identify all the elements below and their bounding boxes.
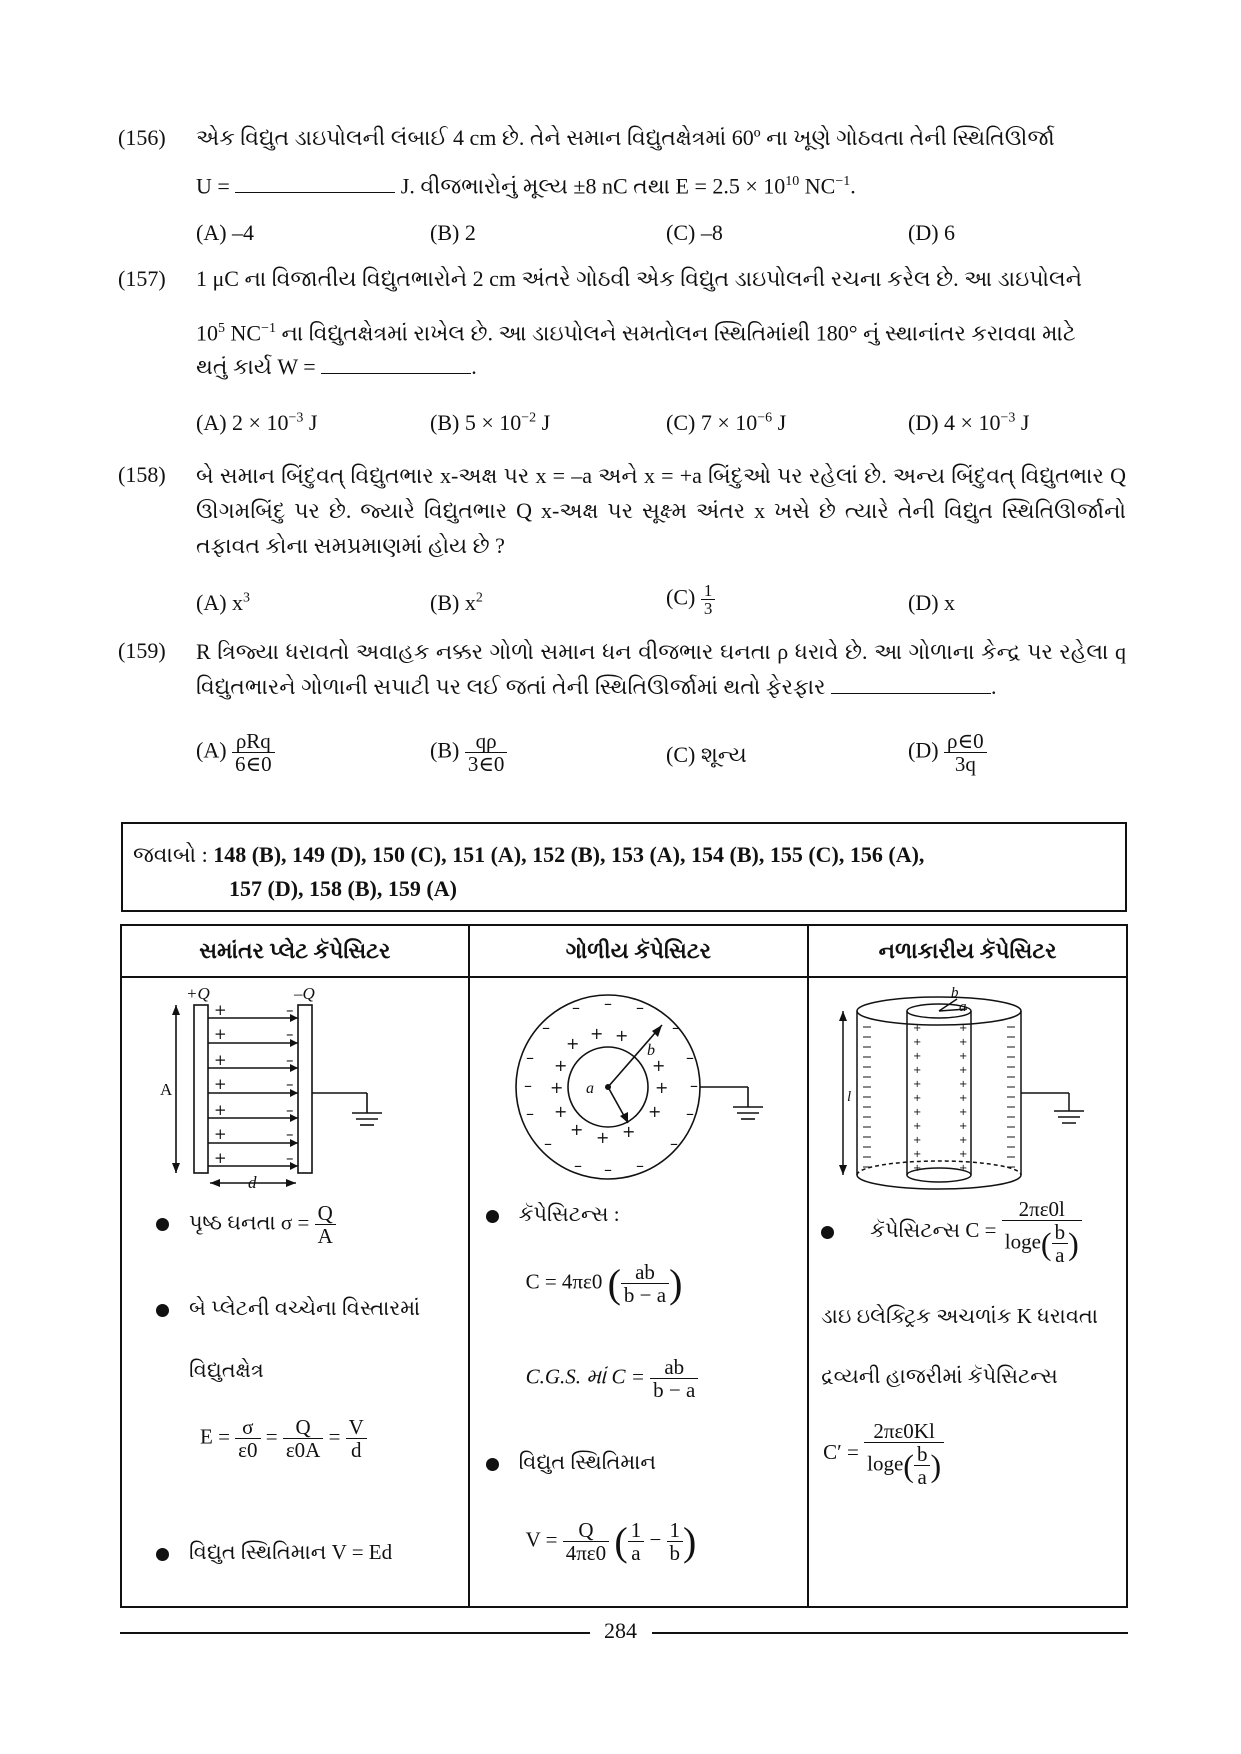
dielectric-text-1: ડાઇ ઇલેક્ટ્રિક અચળાંક K ધરાવતા: [821, 1304, 1098, 1328]
bullet-icon: [156, 1304, 169, 1317]
option-c: (C) $\frac{1}{3}$: [666, 582, 715, 617]
col-head-parallel-plate: સમાંતર પ્લેટ કૅપેસિટર: [199, 938, 391, 963]
svg-text:+: +: [595, 1128, 609, 1147]
svg-text:+: +: [549, 1078, 563, 1097]
svg-text:l: l: [847, 1089, 852, 1105]
option-d: (D) $\frac{\rho\in 0}{3q}$: [908, 730, 987, 775]
cylindrical-diagram: [839, 983, 1109, 1198]
svg-text:+: +: [647, 1102, 661, 1121]
question-157: [0, 262, 1241, 392]
page-number: 284: [604, 1618, 637, 1643]
svg-text:+: +: [913, 1135, 922, 1146]
svg-text:+: +: [651, 1056, 665, 1075]
svg-text:+: +: [214, 1075, 227, 1093]
cylindrical-cell: [809, 978, 1126, 1606]
dielectric-text-2: દ્રવ્યની હાજરીમાં કૅપેસિટન્સ: [821, 1364, 1058, 1388]
svg-text:+: +: [553, 1102, 567, 1121]
svg-text:+: +: [913, 1093, 922, 1104]
question-line-1: 1 μC ના વિજાતીય વિદ્યુતભારોને 2 cm અંતરે ગોઠવી એક વિદ્યુત ડાઇપોલની રચના કરેલ છે. આ ડાઇપોલને: [196, 266, 1083, 291]
option-a: (A) $x^3$: [196, 590, 251, 615]
option-a: (A) $2 \times 10^{-3}$ J: [196, 410, 318, 435]
svg-text:+: +: [565, 1034, 579, 1053]
svg-text:+: +: [913, 1163, 922, 1174]
question-number: (158): [118, 462, 166, 487]
svg-text:+Q: +Q: [186, 984, 210, 1003]
svg-text:–Q: –Q: [294, 984, 315, 1003]
question-text: બે સમાન બિંદુવત્ વિદ્યુતભાર x-અક્ષ પર x = –a અને x = +a બિંદુઓ પર રહેલાં છે. અન્ય બિંદુવત્ વિદ્યુતભાર Q ઊગમબિંદુ પર છે. જ્યારે વિદ્યુતભાર Q x-અક્ષ પર સૂક્ષ્મ અંતર x ખસે છે ત્યારે તેની વિદ્યુત સ્થિતિઊર્જાનો તફાવત કોના સમપ્રમાણમાં હોય છે ?: [196, 463, 1126, 558]
answer-label: જવાબો :: [133, 842, 208, 867]
potential-formula: V = $\frac{Q}{4\pi\varepsilon 0}$ ( $\frac{1}{a}$ − $\frac{1}{b}$ ): [525, 1518, 697, 1565]
option-b: (B) $\frac{q\rho}{3\in 0}$: [430, 730, 507, 775]
svg-text:a: a: [959, 999, 967, 1015]
svg-text:–: –: [525, 1048, 534, 1067]
question-number: (156): [118, 125, 166, 150]
svg-text:+: +: [214, 1149, 227, 1167]
svg-text:+: +: [959, 1107, 968, 1118]
svg-text:+: +: [913, 1107, 922, 1118]
svg-text:+: +: [913, 1037, 922, 1048]
svg-text:–: –: [689, 1076, 698, 1095]
svg-text:+: +: [913, 1121, 922, 1132]
svg-text:–: –: [541, 1018, 550, 1037]
svg-text:–: –: [286, 1101, 294, 1119]
potential-formula: વિદ્યુત સ્થિતિમાન V = Ed: [156, 1540, 392, 1565]
svg-text:+: +: [614, 1026, 628, 1045]
options-159: [196, 730, 1096, 786]
svg-text:–: –: [286, 1149, 294, 1167]
question-line-1: એક વિદ્યુત ડાઇપોલની લંબાઈ 4 cm છે. તેને સમાન વિદ્યુતક્ષેત્રમાં 60º ના ખૂણે ગોઠવતા તેની સ્થિતિઊર્જા: [196, 125, 1055, 150]
svg-text:a: a: [585, 1080, 594, 1097]
svg-text:A: A: [160, 1080, 173, 1099]
svg-text:+: +: [654, 1078, 668, 1097]
question-text: R ત્રિજ્યા ધરાવતો અવાહક નક્કર ગોળો સમાન ધન વીજભાર ઘનતા ρ ધરાવે છે. આ ગોળાના કેન્દ્ર પર રહેલા q વિદ્યુતભારને ગોળાની સપાટી પર લઈ જતાં તેની સ્થિતિઊર્જામાં થતો ફેરફાર .: [196, 639, 1126, 699]
svg-text:+: +: [553, 1056, 567, 1075]
answer-line-1: 148 (B), 149 (D), 150 (C), 151 (A), 152 (B), 153 (A), 154 (B), 155 (C), 156 (A),: [213, 842, 925, 867]
question-line-2: U = J. વીજભારોનું મૂલ્ય ±8 nC તથા $E = 2.5 \times 10^{10}$ $NC^{-1}$.: [196, 173, 856, 199]
svg-text:+: +: [959, 1051, 968, 1062]
capacitance-formula: કૅપેસિટન્સ C = 2πε0l loge( $\frac{b}{a}$ ): [821, 1198, 1082, 1266]
svg-text:–: –: [573, 1156, 582, 1175]
question-line-3: થતું કાર્ય W = .: [196, 354, 477, 379]
bullet-icon: [486, 1210, 499, 1223]
capacitance-formula: C = 4πε0 ( $\frac{ab}{b - a}$ ): [525, 1260, 683, 1307]
svg-text:b: b: [951, 985, 959, 1001]
svg-text:+: +: [959, 1065, 968, 1076]
question-158: [0, 458, 1241, 568]
svg-text:–: –: [286, 1125, 294, 1143]
svg-text:+: +: [913, 1079, 922, 1090]
option-c: (C) –8: [666, 220, 723, 245]
svg-text:+: +: [913, 1149, 922, 1160]
option-b: (B) 2: [430, 220, 476, 245]
svg-text:+: +: [913, 1051, 922, 1062]
svg-text:+: +: [959, 1023, 968, 1034]
svg-text:+: +: [589, 1024, 603, 1043]
col-head-spherical: ગોળીય કૅપેસિટર: [565, 938, 712, 963]
svg-text:+: +: [959, 1093, 968, 1104]
bullet-icon: [156, 1548, 169, 1561]
svg-text:+: +: [913, 1023, 922, 1034]
option-d: (D) $4 \times 10^{-3}$ J: [908, 410, 1030, 435]
option-a: (A) $\frac{\text{ρRq}}{6\in 0}$: [196, 730, 275, 775]
svg-text:+: +: [214, 1025, 227, 1043]
svg-text:–: –: [685, 1104, 694, 1123]
surface-density: પૃષ્ઠ ઘનતા σ = $\frac{Q}{A}$: [156, 1202, 336, 1247]
field-text-1: બે પ્લેટની વચ્ચેના વિસ્તારમાં: [156, 1296, 420, 1321]
question-number: (159): [118, 638, 166, 663]
parallel-plate-cell: [122, 978, 468, 1606]
svg-text:–: –: [685, 1048, 694, 1067]
options-156: [196, 220, 1096, 250]
svg-text:–: –: [286, 1001, 294, 1019]
bullet-icon: [156, 1218, 169, 1231]
svg-text:–: –: [523, 1076, 532, 1095]
question-line-2: $10^5$ $NC^{-1}$ ના વિદ્યુતક્ષેત્રમાં રાખેલ છે. આ ડાઇપોલને સમતોલન સ્થિતિમાંથી 180° નું સ્થાનાંતર કરાવવા માટે: [196, 320, 1076, 346]
option-b: (B) $5 \times 10^{-2}$ J: [430, 410, 551, 435]
svg-text:–: –: [286, 1075, 294, 1093]
svg-text:+: +: [959, 1135, 968, 1146]
svg-text:–: –: [603, 1160, 612, 1179]
svg-text:+: +: [569, 1120, 583, 1139]
option-b: (B) $x^2$: [430, 590, 483, 615]
col-head-cylindrical: નળાકારીય કૅપેસિટર: [878, 938, 1057, 963]
cgs-formula: C.G.S. માં C = $\frac{ab}{b - a}$: [526, 1356, 699, 1401]
bullet-icon: [486, 1458, 499, 1471]
option-c: (C) શૂન્ય: [666, 742, 747, 767]
option-d: (D) 6: [908, 220, 956, 245]
svg-text:–: –: [543, 1134, 552, 1153]
field-formula: E = $\frac{\sigma}{\varepsilon 0}$ = $\frac{Q}{\varepsilon 0A}$ = $\frac{V}{d}$: [200, 1416, 367, 1461]
svg-text:–: –: [635, 1156, 644, 1175]
capacitor-table: [120, 924, 1128, 1608]
svg-text:–: –: [635, 998, 644, 1017]
question-number: (157): [118, 266, 166, 291]
option-d: (D) x: [908, 590, 956, 615]
svg-text:–: –: [286, 1025, 294, 1043]
svg-text:+: +: [913, 1065, 922, 1076]
parallel-plate-diagram: [142, 983, 392, 1193]
svg-text:+: +: [214, 1051, 227, 1069]
options-157: [196, 410, 1096, 440]
svg-text:+: +: [621, 1122, 635, 1141]
options-158: [196, 581, 1096, 630]
answer-key-box: [121, 822, 1127, 912]
svg-text:–: –: [669, 1134, 678, 1153]
option-c: (C) $7 \times 10^{-6}$ J: [666, 410, 787, 435]
svg-text:–: –: [671, 1018, 680, 1037]
spherical-cell: [470, 978, 808, 1606]
svg-text:+: +: [959, 1149, 968, 1160]
svg-text:+: +: [959, 1121, 968, 1132]
svg-text:+: +: [214, 1001, 227, 1019]
svg-text:–: –: [286, 1051, 294, 1069]
svg-text:+: +: [214, 1101, 227, 1119]
svg-text:+: +: [959, 1037, 968, 1048]
svg-text:–: –: [603, 994, 612, 1013]
svg-text:+: +: [214, 1125, 227, 1143]
answer-line-2: 157 (D), 158 (B), 159 (A): [229, 876, 457, 901]
dielectric-formula: C′ = 2πε0Kl loge( $\frac{b}{a}$ ): [823, 1420, 944, 1488]
svg-text:–: –: [525, 1104, 534, 1123]
svg-text:+: +: [959, 1079, 968, 1090]
bullet-icon: [821, 1226, 834, 1239]
svg-text:b: b: [646, 1042, 655, 1059]
potential-label: વિદ્યુત સ્થિતિમાન: [486, 1450, 656, 1475]
field-text-2: વિદ્યુતક્ષેત્ર: [189, 1358, 264, 1382]
question-159: [0, 634, 1241, 714]
svg-text:–: –: [571, 998, 580, 1017]
capacitance-label: કૅપેસિટન્સ :: [486, 1202, 620, 1227]
svg-text:+: +: [959, 1163, 968, 1174]
svg-text:d: d: [248, 1173, 257, 1192]
option-a: (A) –4: [196, 220, 255, 245]
spherical-diagram: [500, 983, 770, 1193]
